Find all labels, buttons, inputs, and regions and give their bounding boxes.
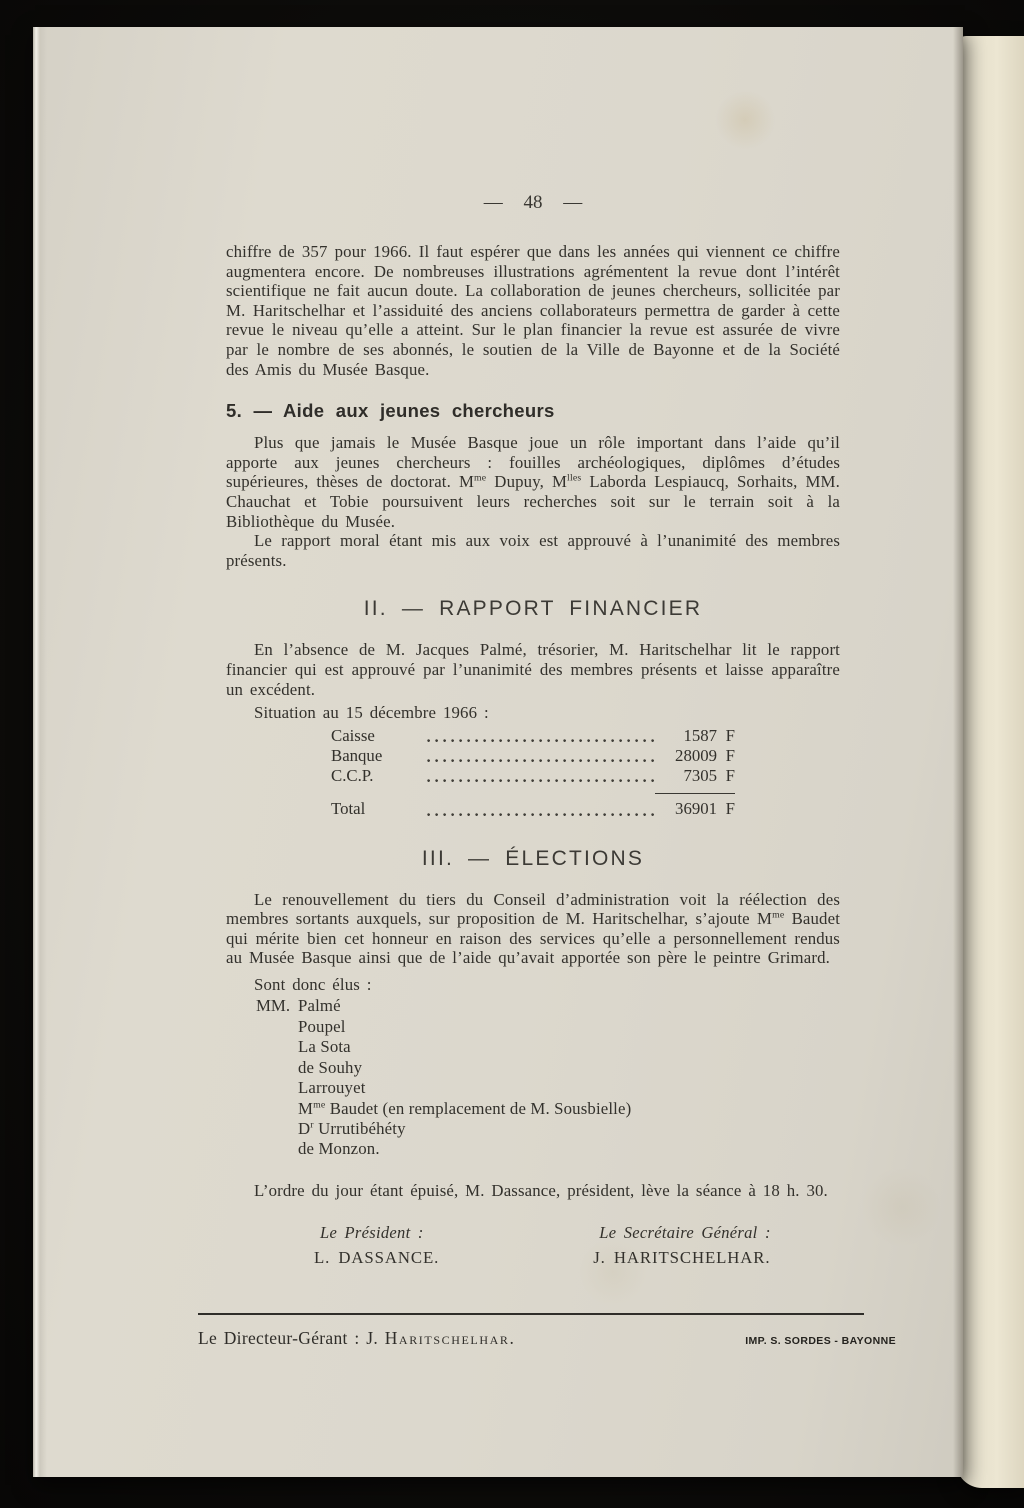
list-item: $M^{me}$ Baudet (en remplacement de M. Sousbielle): [298, 1098, 632, 1118]
list-item: $D^r$ Urrutibéhéty: [298, 1118, 406, 1138]
page-footer: [198, 1313, 896, 1349]
paragraph-rapport-financier: En l’absence de M. Jacques Palmé, trésorier, M. Haritschelhar lit le rapport financier qui est approuvé par l’unanimité des membres présents et laisse apparaître un excédent.: [226, 640, 840, 699]
next-page-edge: [956, 36, 1024, 1488]
dotted-leader: [427, 739, 655, 742]
footer-rule: [198, 1313, 864, 1315]
elected-list: [226, 996, 840, 1159]
signature-name: L. DASSANCE.: [314, 1248, 440, 1268]
elected-prefix: MM.: [256, 996, 291, 1016]
row-label: Total: [331, 799, 366, 819]
row-currency-unit: F: [725, 725, 735, 745]
list-item: de Monzon.: [298, 1139, 380, 1159]
signature-secretaire: [593, 1223, 771, 1268]
situation-line: Situation au 15 décembre 1966 :: [254, 703, 489, 723]
paragraph-aide-jeunes-chercheurs: Plus que jamais le Musée Basque joue un rôle important dans l’aide qu’il apporte aux jeunes chercheurs : fouilles archéologiques, diplômes d’études supérieures, thèses de doctorat. $M^{me}$ Dupuy, $M^{lles}$ Laborda Lespiaucq, Sorhaits, MM. Chauchat et Tobie poursuivent leurs recherches soit sur le terrain soit à la Bibliothèque du Musée.: [226, 433, 840, 531]
section-5-heading: 5. — Aide aux jeunes chercheurs: [226, 400, 555, 422]
table-row-caisse: [331, 726, 735, 746]
paragraph-rapport-moral: Le rapport moral étant mis aux voix est approuvé à l’unanimité des membres présents.: [226, 531, 840, 570]
elected-names: [226, 996, 840, 1159]
list-item: Palmé: [298, 996, 341, 1016]
section-2-heading: II. — RAPPORT FINANCIER: [363, 597, 703, 621]
table-row-banque: [331, 746, 735, 766]
row-currency-unit: F: [725, 766, 735, 786]
row-amount: 7305: [683, 766, 717, 786]
table-row-total: [331, 799, 735, 819]
list-item: La Sota: [298, 1037, 351, 1057]
signature-title: Le Président :: [320, 1223, 424, 1243]
paragraph-elections: Le renouvellement du tiers du Conseil d’administration voit la réélection des membres sortants auxquels, sur proposition de M. Haritschelhar, s’ajoute $M^{me}$ Baudet qui mérite bien cet honneur en raison des services qu’elle a personnellement rendus au Musée Basque ainsi que de l’aide qu’avait apportée son père le peintre Grimard.: [226, 889, 841, 968]
director-name: Haritschelhar.: [384, 1328, 516, 1348]
document-page: [33, 27, 963, 1477]
signature-name: J. HARITSCHELHAR.: [593, 1248, 771, 1268]
signature-president: [314, 1223, 439, 1268]
dotted-leader: [427, 813, 655, 816]
row-amount: 36901: [675, 799, 717, 819]
row-currency-unit: F: [725, 799, 735, 819]
dotted-leader: [427, 779, 655, 782]
dotted-leader: [427, 759, 655, 762]
row-label: C.C.P.: [331, 766, 374, 786]
section-3-heading: III. — ÉLECTIONS: [421, 846, 645, 870]
financial-table: [331, 726, 735, 820]
table-row-ccp: [331, 766, 735, 786]
page-content: [226, 27, 840, 1268]
signatures: [226, 1223, 840, 1268]
page-number: — 48 —: [483, 192, 583, 213]
footer-row: [198, 1328, 896, 1349]
row-label: Banque: [331, 745, 383, 765]
elected-intro-line: Sont donc élus :: [254, 974, 372, 994]
row-currency-unit: F: [725, 745, 735, 765]
director-gerant-line: [198, 1328, 515, 1349]
row-amount: 28009: [675, 745, 717, 765]
signature-title: Le Secrétaire Général :: [599, 1223, 771, 1243]
list-item: Poupel: [298, 1016, 346, 1036]
printer-imprint: IMP. S. SORDES - BAYONNE: [745, 1335, 896, 1347]
director-label: Le Directeur-Gérant : J.: [198, 1328, 378, 1348]
paragraph-revue-continuation: chiffre de 357 pour 1966. Il faut espérer que dans les années qui viennent ce chiffre augmentera encore. De nombreuses illustrations agrémentent la revue dont l’intérêt scientifique ne fait aucun doute. La collaboration de jeunes chercheurs, sollicitée par M. Haritschelhar et l’assiduité des anciens collaborateurs permettra de garder à cette revue le niveau qu’elle a atteint. Sur le plan financier la revue est assurée de vivre par le nombre de ses abonnés, le soutien de la Ville de Bayonne et de la Société des Amis du Musée Basque.: [226, 242, 840, 379]
row-amount: 1587: [683, 725, 717, 745]
list-item: de Souhy: [298, 1057, 363, 1077]
list-item: Larrouyet: [298, 1078, 366, 1098]
row-label: Caisse: [331, 725, 375, 745]
total-rule: [655, 793, 735, 794]
paragraph-closing: L’ordre du jour étant épuisé, M. Dassance, président, lève la séance à 18 h. 30.: [254, 1180, 828, 1200]
